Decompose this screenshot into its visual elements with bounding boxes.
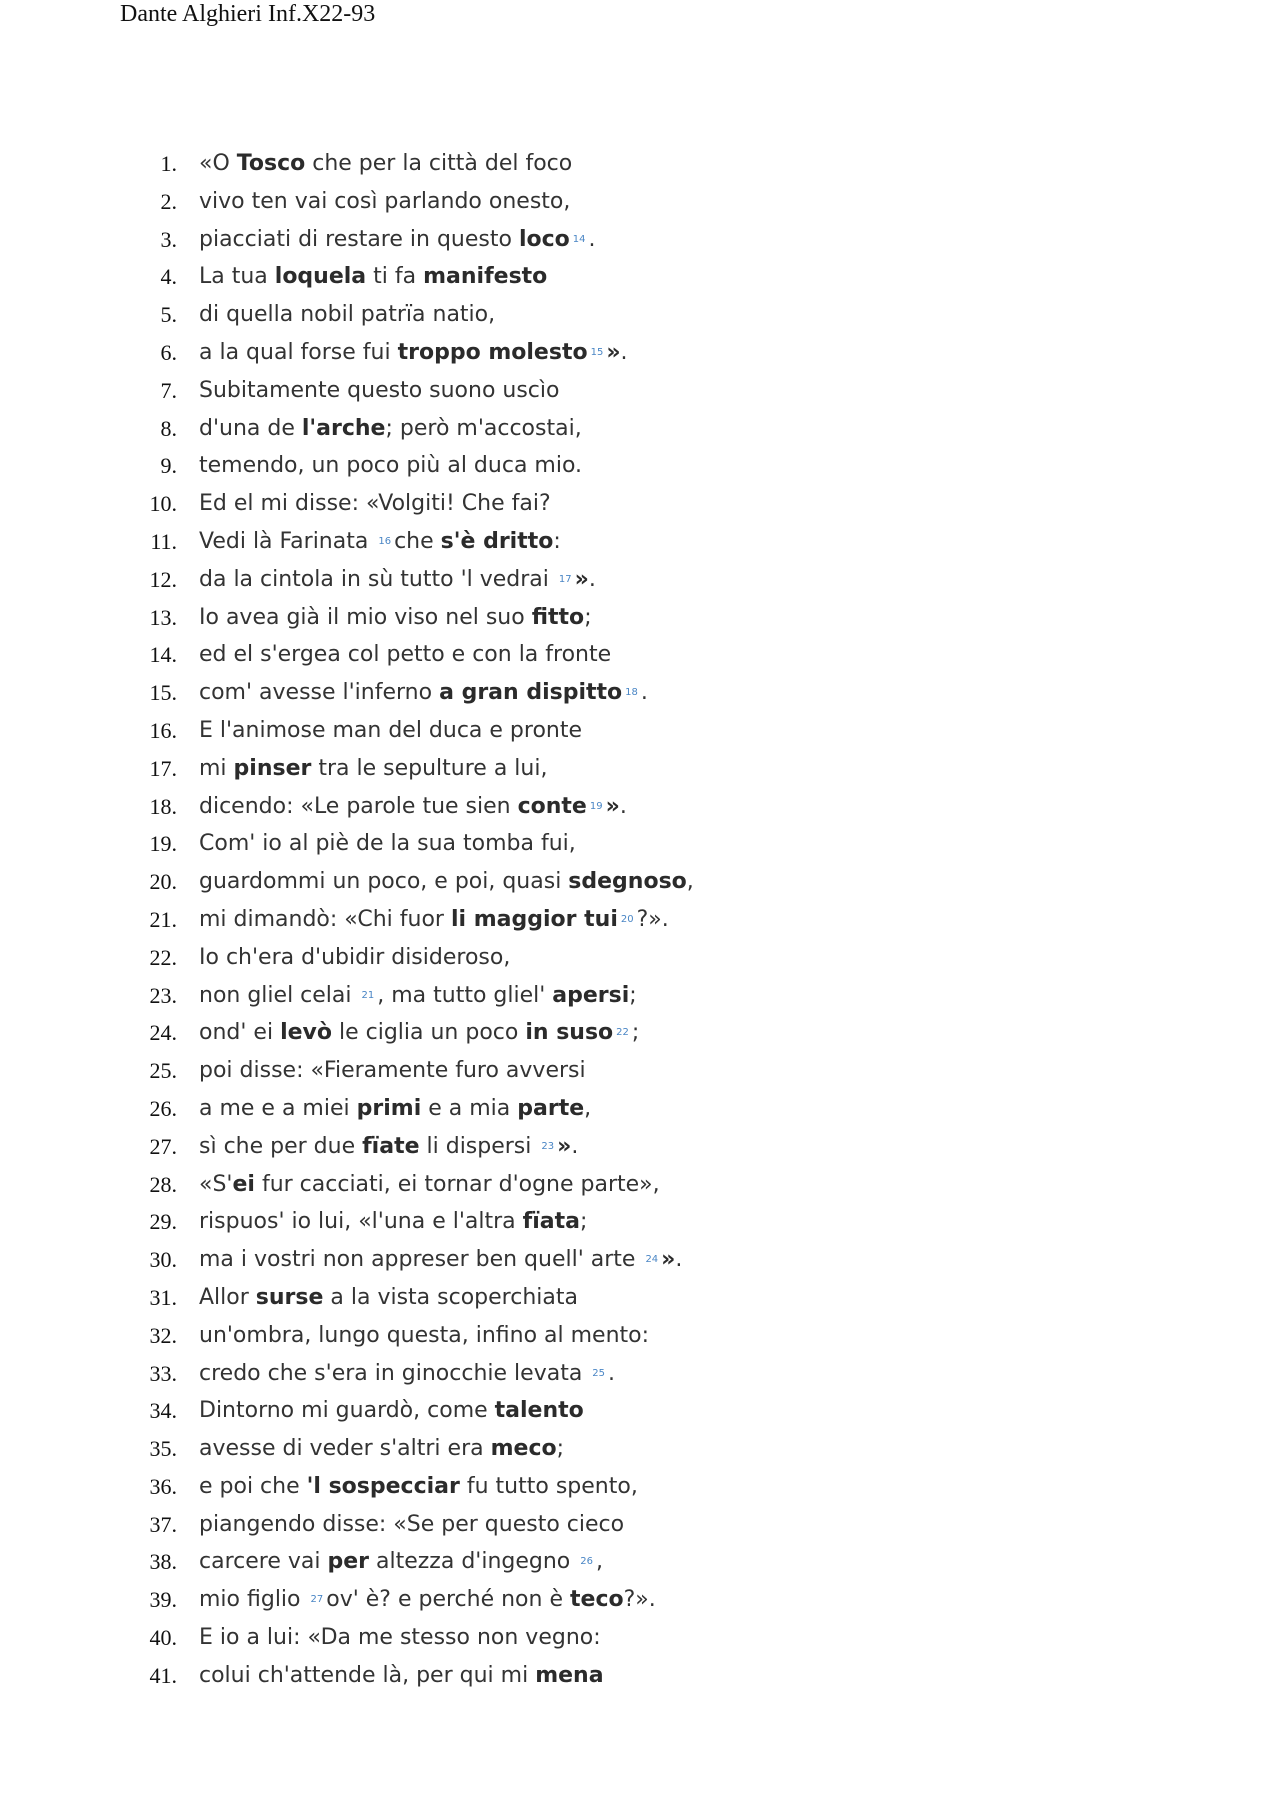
verse-fragment: ,: [686, 869, 694, 895]
verse-fragment: :: [553, 528, 561, 554]
verse-fragment: temendo, un poco più al duca mio.: [199, 453, 583, 479]
verse-number: 15.: [149, 680, 177, 706]
verse-line: [0, 1392, 1280, 1430]
verse-number: 9.: [160, 453, 177, 479]
verse-fragment: che per la città del foco: [305, 151, 573, 176]
verse-line: [0, 1128, 1280, 1166]
verse-fragment: sì che per due: [199, 1133, 363, 1159]
glossed-term: s'è dritto: [440, 528, 554, 554]
verse-line: [0, 1581, 1280, 1619]
verse-number: 10.: [149, 491, 177, 517]
footnote-marker[interactable]: 21: [361, 989, 375, 1001]
verse-line: [0, 1241, 1280, 1279]
verse-fragment: E io a lui: «Da me stesso non vegno:: [199, 1625, 601, 1651]
verse-text: [199, 825, 576, 863]
glossed-term: a gran dispitto: [439, 680, 623, 706]
verse-number: 20.: [149, 869, 177, 895]
verse-fragment: .: [571, 1133, 579, 1159]
glossed-term: Tosco: [236, 151, 306, 176]
verse-text: [199, 901, 669, 939]
footnote-marker[interactable]: 22: [616, 1027, 629, 1039]
verse-line: [0, 1166, 1280, 1204]
glossed-term: li maggior tui: [450, 906, 618, 932]
glossed-term: »: [605, 793, 620, 819]
verse-fragment: e a mia: [421, 1095, 518, 1121]
verse-line: [0, 296, 1280, 334]
verse-number: 13.: [149, 604, 177, 630]
footnote-marker[interactable]: 27: [310, 1594, 324, 1606]
verse-line: [0, 1506, 1280, 1544]
verse-fragment: Io ch'era d'ubidir disideroso,: [199, 944, 511, 970]
verse-fragment: altezza d'ingegno: [369, 1549, 578, 1575]
verse-text: [199, 863, 694, 901]
verse-text: [199, 1128, 578, 1166]
verse-number: 2.: [160, 188, 177, 214]
verse-fragment: mi: [199, 755, 234, 781]
verse-fragment: .: [619, 793, 627, 819]
verse-number: 6.: [160, 339, 177, 365]
verse-fragment: non gliel celai: [199, 982, 359, 1008]
verse-fragment: Allor: [199, 1284, 256, 1310]
verse-fragment: «S': [199, 1171, 233, 1197]
verse-text: [199, 372, 559, 410]
verse-fragment: mio figlio: [199, 1587, 308, 1613]
verse-text: [199, 1657, 604, 1695]
verse-line: [0, 334, 1280, 372]
glossed-term: talento: [494, 1398, 584, 1424]
verse-fragment: colui ch'attende là, per qui mi: [199, 1662, 536, 1688]
verse-fragment: carcere vai: [199, 1549, 328, 1575]
verse-line: [0, 1090, 1280, 1128]
verse-fragment: e poi che: [199, 1473, 307, 1499]
verse-fragment: dicendo: «Le parole tue sien: [199, 793, 518, 819]
verse-text: [199, 1203, 587, 1241]
verse-fragment: ed el s'ergea col petto e con la fronte: [199, 642, 612, 668]
verse-line: [0, 1014, 1280, 1052]
verse-fragment: ?».: [636, 906, 669, 932]
verse-line: [0, 1203, 1280, 1241]
verse-fragment: vivo ten vai così parlando onesto,: [199, 188, 571, 214]
verse-number: 4.: [160, 264, 177, 290]
verse-fragment: E l'animose man del duca e pronte: [199, 717, 583, 743]
verse-line: [0, 750, 1280, 788]
verse-text: [199, 296, 495, 334]
verse-fragment: Ed el mi disse: «Volgiti! Che fai?: [199, 491, 551, 517]
footnote-marker[interactable]: 14: [572, 233, 586, 245]
verse-fragment: ma i vostri non appreser ben quell' arte: [199, 1247, 643, 1273]
verse-fragment: ov' è? e perché non è: [326, 1587, 570, 1613]
verse-fragment: Com' io al piè de la sua tomba fui,: [199, 831, 576, 857]
glossed-term: fitto: [531, 604, 585, 630]
verse-fragment: ti fa: [366, 264, 424, 290]
verse-number: 14.: [149, 642, 177, 668]
verse-number: 24.: [149, 1020, 177, 1046]
verse-line: [0, 258, 1280, 296]
footnote-marker[interactable]: 17: [558, 573, 572, 585]
footnote-marker[interactable]: 25: [592, 1367, 606, 1379]
verse-line: [0, 901, 1280, 939]
verse-text: [199, 977, 637, 1015]
verse-line: [0, 1619, 1280, 1657]
verse-fragment: ,: [595, 1549, 603, 1575]
verse-fragment: .: [588, 566, 596, 592]
glossed-term: l'arche: [301, 415, 386, 441]
verse-fragment: ;: [579, 1209, 588, 1235]
verse-fragment: un'ombra, lungo questa, infino al mento:: [199, 1322, 650, 1348]
glossed-term: mena: [535, 1662, 604, 1688]
verse-line: [0, 1430, 1280, 1468]
verse-fragment: d'una de: [199, 415, 302, 441]
verse-text: [199, 447, 582, 485]
verse-line: [0, 939, 1280, 977]
verse-line: [0, 1657, 1280, 1695]
verse-fragment: a la qual forse fui: [199, 339, 398, 365]
footnote-marker[interactable]: 23: [541, 1140, 555, 1152]
verse-fragment: Subitamente questo suono uscìo: [199, 377, 560, 403]
verse-text: [199, 1619, 601, 1657]
footnote-marker[interactable]: 20: [620, 913, 634, 925]
verse-line: [0, 1317, 1280, 1355]
verse-fragment: ;: [631, 1020, 640, 1046]
verse-fragment: ?».: [623, 1587, 656, 1613]
glossed-term: pinser: [233, 755, 312, 781]
verse-fragment: Io avea già il mio viso nel suo: [199, 604, 532, 630]
verse-number: 27.: [149, 1133, 177, 1159]
verse-text: [199, 1581, 656, 1619]
verse-text: [199, 599, 592, 637]
verse-line: [0, 863, 1280, 901]
verse-text: [199, 1090, 591, 1128]
verse-fragment: ;: [584, 604, 592, 630]
verse-text: [199, 1392, 584, 1430]
glossed-term: »: [557, 1133, 572, 1159]
verse-fragment: a la vista scoperchiata: [323, 1284, 578, 1310]
verse-fragment: .: [608, 1360, 616, 1386]
verse-fragment: poi disse: «Fieramente furo avversi: [199, 1058, 586, 1084]
verse-text: [199, 1166, 660, 1204]
verse-line: [0, 712, 1280, 750]
verse-fragment: fu tutto spento,: [459, 1473, 638, 1499]
glossed-term: per: [327, 1549, 369, 1575]
verse-number: 41.: [149, 1662, 177, 1688]
footnote-marker[interactable]: 18: [625, 687, 638, 699]
verse-list: [0, 145, 1280, 1695]
verse-number: 7.: [160, 377, 177, 403]
footnote-marker[interactable]: 16: [378, 535, 392, 547]
verse-line: [0, 221, 1280, 259]
verse-fragment: tra le sepulture a lui,: [311, 755, 548, 781]
verse-fragment: ;: [556, 1436, 565, 1462]
glossed-term: parte: [517, 1095, 585, 1121]
verse-text: [199, 221, 595, 259]
verse-line: [0, 1052, 1280, 1090]
verse-text: [199, 485, 551, 523]
verse-line: [0, 561, 1280, 599]
glossed-term: primi: [356, 1095, 422, 1121]
verse-text: [199, 1543, 603, 1581]
verse-fragment: rispuos' io lui, «l'una e l'altra: [199, 1209, 523, 1235]
verse-fragment: , ma tutto gliel': [377, 982, 553, 1008]
verse-text: [199, 636, 611, 674]
verse-number: 25.: [149, 1058, 177, 1084]
verse-line: [0, 636, 1280, 674]
verse-number: 35.: [149, 1436, 177, 1462]
verse-fragment: La tua: [199, 264, 275, 290]
glossed-term: »: [661, 1247, 676, 1273]
verse-line: [0, 145, 1280, 183]
verse-text: [199, 183, 570, 221]
verse-fragment: piacciati di restare in questo: [199, 226, 519, 252]
glossed-term: loquela: [274, 264, 367, 290]
glossed-term: sdegnoso: [568, 869, 687, 895]
verse-text: [199, 258, 547, 296]
verse-number: 3.: [160, 226, 177, 252]
verse-fragment: di quella nobil patrïa natio,: [199, 302, 496, 328]
verse-number: 34.: [149, 1398, 177, 1424]
verse-text: [199, 1279, 578, 1317]
glossed-term: meco: [490, 1436, 557, 1462]
verse-line: [0, 447, 1280, 485]
verse-fragment: .: [620, 339, 628, 365]
verse-number: 22.: [149, 944, 177, 970]
glossed-term: 'l sospecciar: [306, 1473, 460, 1499]
verse-number: 8.: [160, 415, 177, 441]
verse-fragment: piangendo disse: «Se per questo cieco: [199, 1511, 625, 1537]
verse-text: [199, 788, 627, 826]
verse-text: [199, 1468, 638, 1506]
verse-number: 39.: [149, 1587, 177, 1613]
verse-text: [199, 410, 582, 448]
verse-line: [0, 599, 1280, 637]
verse-number: 21.: [149, 906, 177, 932]
glossed-term: conte: [517, 793, 587, 819]
verse-fragment: com' avesse l'inferno: [199, 680, 440, 706]
glossed-term: teco: [570, 1587, 624, 1613]
verse-number: 33.: [149, 1360, 177, 1386]
verse-number: 1.: [160, 151, 177, 176]
footnote-marker[interactable]: 26: [580, 1556, 593, 1568]
footnote-marker[interactable]: 15: [590, 346, 604, 358]
verse-fragment: .: [675, 1247, 683, 1273]
verse-number: 5.: [160, 302, 177, 328]
verse-text: [199, 1317, 649, 1355]
glossed-term: troppo molesto: [397, 339, 588, 365]
verse-number: 29.: [149, 1209, 177, 1235]
glossed-term: fïate: [362, 1133, 420, 1159]
verse-text: [199, 145, 572, 183]
verse-number: 19.: [149, 831, 177, 857]
verse-text: [199, 1430, 564, 1468]
verse-line: [0, 485, 1280, 523]
verse-fragment: fur cacciati, ei tornar d'ogne parte»,: [254, 1171, 660, 1197]
verse-number: 28.: [149, 1171, 177, 1197]
verse-number: 30.: [149, 1247, 177, 1273]
verse-text: [199, 1355, 615, 1393]
verse-number: 23.: [149, 982, 177, 1008]
verse-fragment: «O: [199, 151, 237, 176]
verse-number: 32.: [149, 1322, 177, 1348]
glossed-term: manifesto: [423, 264, 548, 290]
verse-fragment: Vedi là Farinata: [199, 528, 376, 554]
verse-fragment: ; però m'accostai,: [385, 415, 582, 441]
verse-line: [0, 1279, 1280, 1317]
verse-line: [0, 410, 1280, 448]
verse-fragment: a me e a miei: [199, 1095, 357, 1121]
verse-text: [199, 334, 628, 372]
verse-text: [199, 523, 561, 561]
verse-fragment: ;: [629, 982, 637, 1008]
glossed-term: »: [606, 339, 621, 365]
verse-text: [199, 561, 596, 599]
footnote-marker[interactable]: 19: [589, 800, 603, 812]
verse-number: 31.: [149, 1284, 177, 1310]
verse-text: [199, 1014, 639, 1052]
verse-number: 38.: [149, 1549, 177, 1575]
glossed-term: ei: [232, 1171, 255, 1197]
verse-line: [0, 825, 1280, 863]
verse-text: [199, 712, 582, 750]
verse-text: [199, 750, 547, 788]
verse-number: 12.: [149, 566, 177, 592]
verse-number: 18.: [149, 793, 177, 819]
verse-fragment: ond' ei: [199, 1020, 281, 1046]
verse-line: [0, 372, 1280, 410]
verse-fragment: ,: [584, 1095, 592, 1121]
verse-line: [0, 788, 1280, 826]
verse-line: [0, 1355, 1280, 1393]
verse-number: 37.: [149, 1511, 177, 1537]
verse-number: 11.: [150, 528, 177, 554]
verse-text: [199, 1241, 682, 1279]
verse-fragment: avesse di veder s'altri era: [199, 1436, 491, 1462]
glossed-term: in suso: [525, 1020, 614, 1046]
verse-fragment: mi dimandò: «Chi fuor: [199, 906, 451, 932]
glossed-term: fïata: [522, 1209, 580, 1235]
verse-number: 17.: [149, 755, 177, 781]
footnote-marker[interactable]: 24: [645, 1254, 659, 1266]
glossed-term: levò: [280, 1020, 332, 1046]
verse-fragment: che: [394, 528, 441, 554]
verse-line: [0, 674, 1280, 712]
verse-line: [0, 183, 1280, 221]
verse-text: [199, 1506, 624, 1544]
verse-fragment: da la cintola in sù tutto 'l vedrai: [199, 566, 556, 592]
verse-number: 36.: [149, 1473, 177, 1499]
verse-line: [0, 1543, 1280, 1581]
glossed-term: »: [574, 566, 589, 592]
verse-line: [0, 977, 1280, 1015]
verse-fragment: guardommi un poco, e poi, quasi: [199, 869, 569, 895]
verse-text: [199, 674, 648, 712]
verse-line: [0, 1468, 1280, 1506]
page-header: Dante Alghieri Inf.X22-93: [120, 1, 376, 27]
verse-fragment: credo che s'era in ginocchie levata: [199, 1360, 590, 1386]
glossed-term: loco: [518, 226, 570, 252]
verse-fragment: .: [588, 226, 596, 252]
verse-fragment: le ciglia un poco: [331, 1020, 526, 1046]
verse-line: [0, 523, 1280, 561]
verse-number: 26.: [149, 1095, 177, 1121]
verse-fragment: li dispersi: [419, 1133, 539, 1159]
glossed-term: apersi: [552, 982, 630, 1008]
verse-fragment: .: [640, 680, 648, 706]
verse-number: 40.: [149, 1625, 177, 1651]
verse-text: [199, 939, 510, 977]
verse-fragment: Dintorno mi guardò, come: [199, 1398, 495, 1424]
verse-number: 16.: [149, 717, 177, 743]
verse-text: [199, 1052, 586, 1090]
glossed-term: surse: [255, 1284, 324, 1310]
